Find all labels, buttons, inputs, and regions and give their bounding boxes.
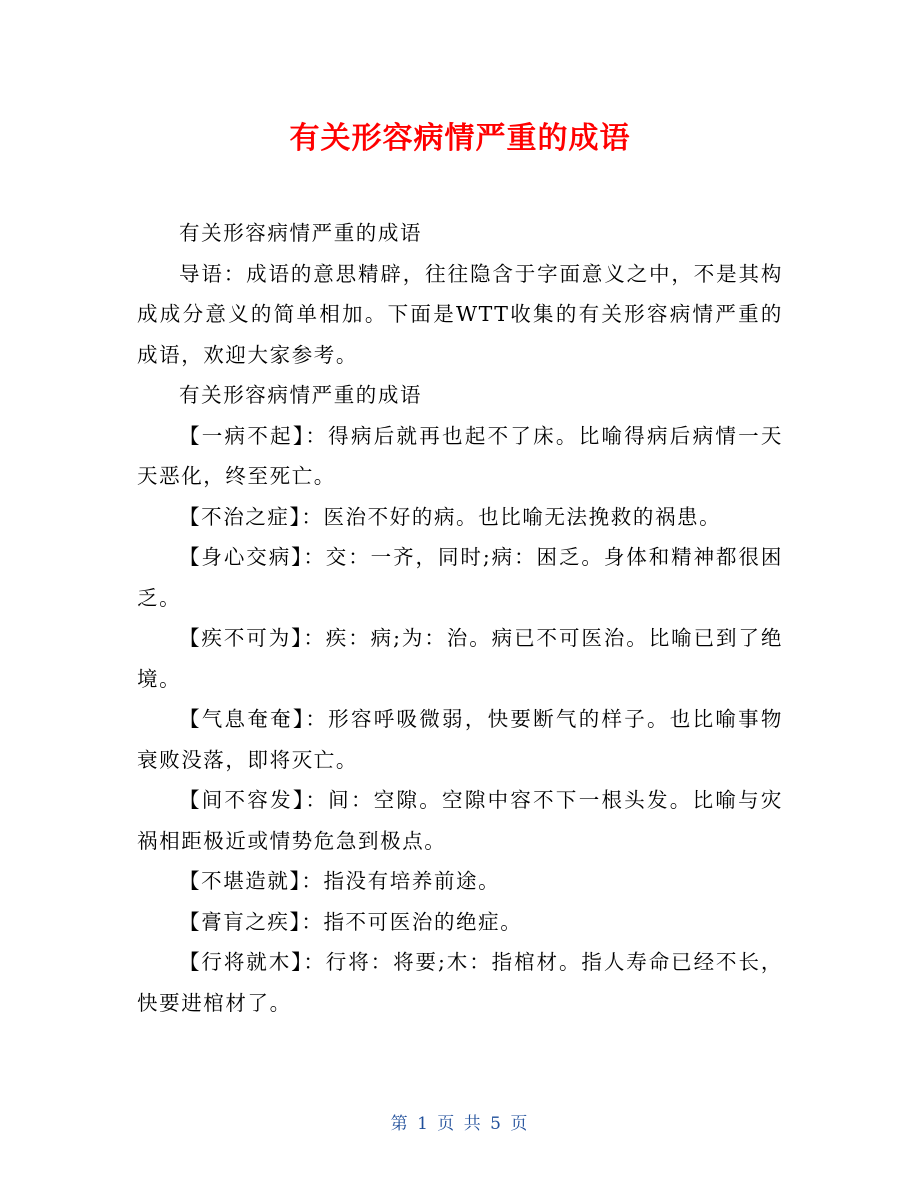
page-number: 第 1 页 共 5 页	[390, 1114, 530, 1134]
paragraph: 有关形容病情严重的成语	[179, 221, 423, 245]
paragraph: 【间不容发】：间：空隙。空隙中容不下一根头发。比喻与灾祸相距极近或情势危急到极点。	[137, 788, 783, 853]
paragraph: 【气息奄奄】：形容呼吸微弱，快要断气的样子。也比喻事物衰败没落，即将灭亡。	[137, 707, 783, 772]
paragraph: 有关形容病情严重的成语	[179, 383, 423, 407]
document-body	[137, 213, 783, 1023]
paragraph: 导语：成语的意思精辟，往往隐含于字面意义之中，不是其构成成分意义的简单相加。下面是WTT收集的有关形容病情严重的成语，欢迎大家参考。	[137, 261, 783, 367]
document-title: 有关形容病情严重的成语	[289, 121, 631, 156]
paragraph: 【不堪造就】：指没有培养前途。	[179, 869, 501, 893]
paragraph: 【不治之症】：医治不好的病。也比喻无法挽救的祸患。	[179, 504, 722, 529]
paragraph: 【一病不起】：得病后就再也起不了床。比喻得病后病情一天天恶化，终至死亡。	[137, 423, 783, 488]
paragraph: 【行将就木】：行将：将要;木：指棺材。指人寿命已经不长，快要进棺材了。	[137, 950, 783, 1015]
paragraph: 【疾不可为】：疾：病;为：治。病已不可医治。比喻已到了绝境。	[137, 626, 783, 691]
paragraph: 【身心交病】：交：一齐，同时;病：困乏。身体和精神都很困乏。	[137, 545, 783, 610]
paragraph: 【膏肓之疾】：指不可医治的绝症。	[179, 909, 523, 934]
